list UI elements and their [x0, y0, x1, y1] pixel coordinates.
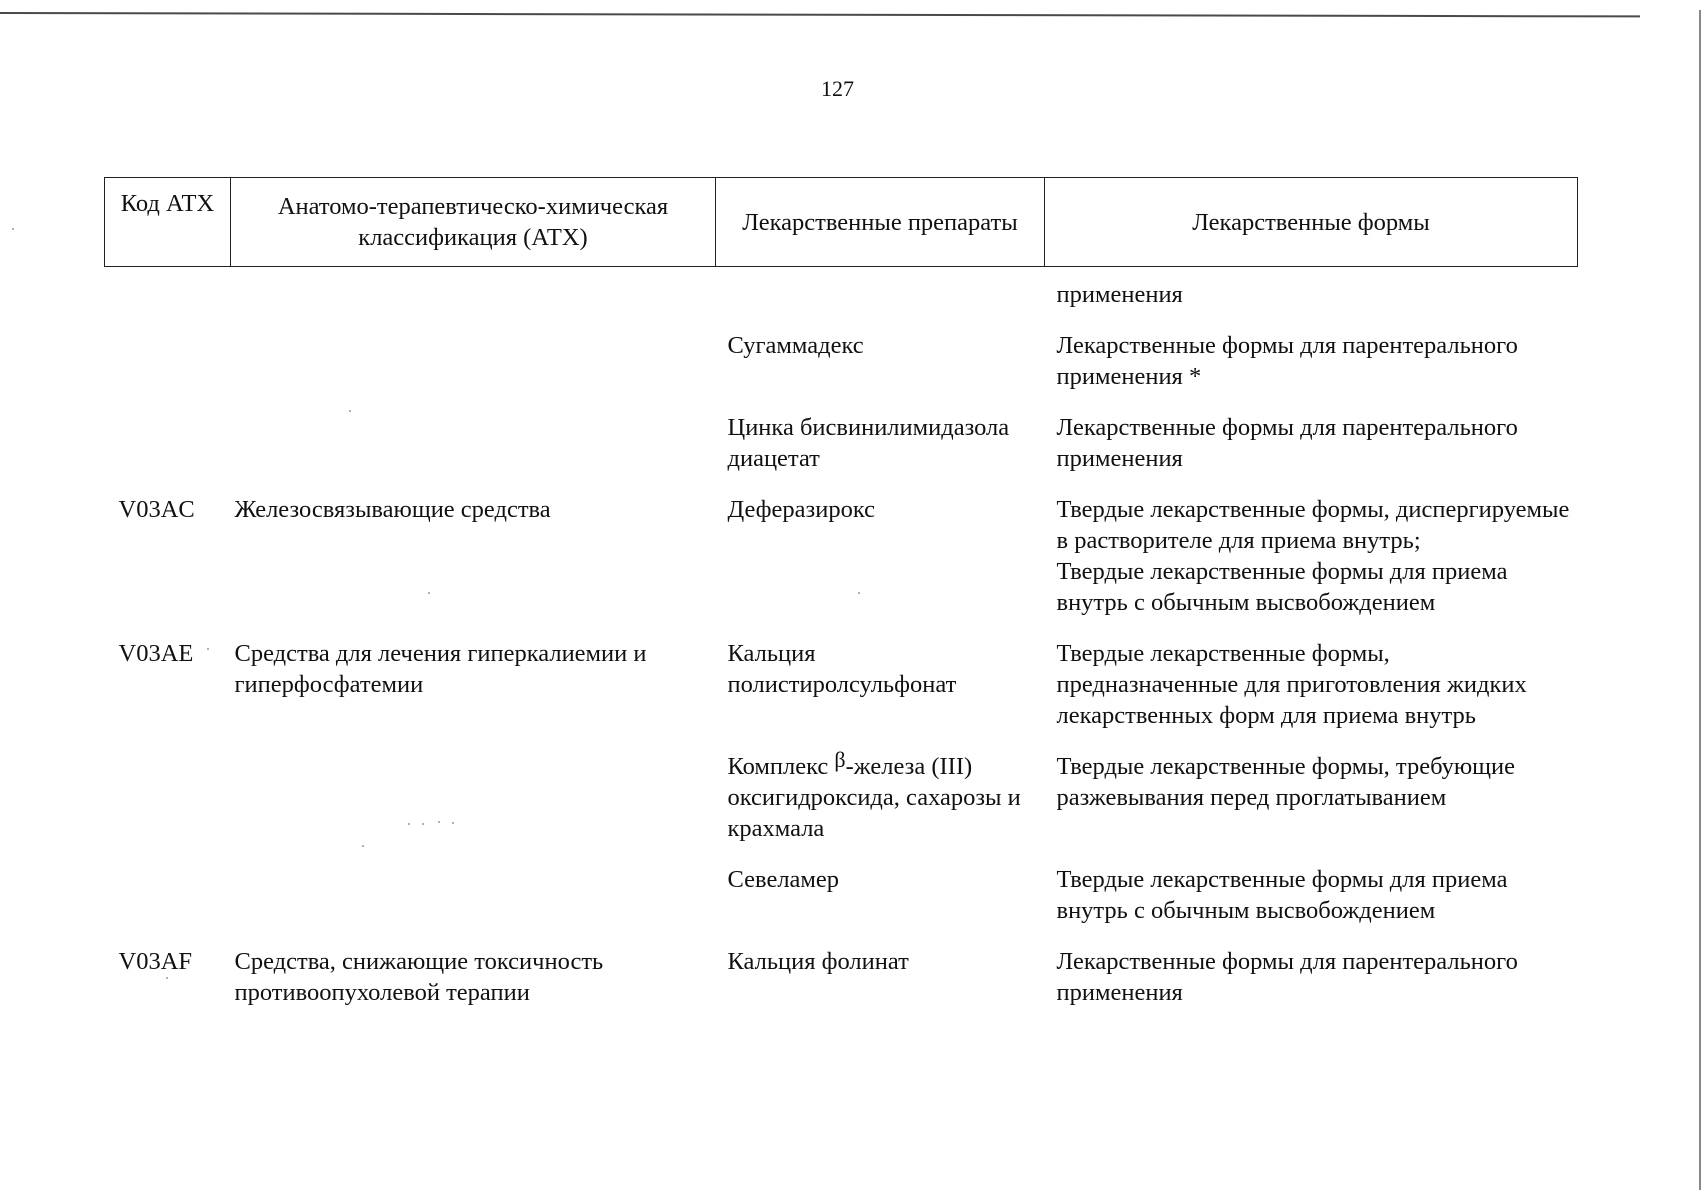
form-entry: применения	[1056, 281, 1183, 308]
table-row	[105, 330, 1578, 412]
cell-drug: Кальция полистиролсульфонат	[727, 640, 957, 698]
cell-code	[105, 330, 231, 412]
cell-forms	[1045, 946, 1578, 1028]
form-entry: Твердые лекарственные формы, предназначенные для приготовления жидких лекарственных форм для приема внутрь	[1056, 640, 1527, 729]
form-entry: Лекарственные формы для парентерального применения	[1056, 948, 1518, 1006]
header-code: Код АТХ	[105, 178, 231, 267]
beta-symbol: β	[834, 747, 846, 772]
form-entry: Твердые лекарственные формы, требующие разжевывания перед проглатыванием	[1056, 753, 1516, 811]
cell-classification	[231, 751, 716, 864]
cell-code	[105, 412, 231, 494]
cell-classification: Железосвязывающие средства	[234, 496, 551, 523]
form-entry: Лекарственные формы для парентерального применения *	[1056, 332, 1518, 390]
cell-classification: Средства для лечения гиперкалиемии и гиперфосфатемии	[234, 640, 647, 698]
drug-name-prefix: Комплекс	[727, 753, 829, 780]
cell-drug: Севеламер	[727, 866, 840, 893]
cell-code	[105, 751, 231, 864]
scan-speck	[452, 822, 454, 824]
table-body	[105, 267, 1578, 1029]
cell-classification	[231, 267, 716, 331]
form-entry: Лекарственные формы для парентерального применения	[1056, 414, 1518, 472]
scan-edge-top	[0, 0, 1640, 17]
form-entry: Твердые лекарственные формы для приема внутрь с обычным высвобождением	[1056, 558, 1508, 616]
scan-speck	[166, 977, 168, 979]
cell-drug: Кальция фолинат	[727, 948, 909, 975]
cell-drug: Деферазирокс	[727, 496, 876, 523]
cell-classification	[231, 864, 716, 946]
header-row	[105, 178, 1578, 267]
cell-code: V03AE	[118, 640, 194, 667]
header-atc-classification: Анатомо-терапевтическо-химическая классификация (АТХ)	[231, 178, 716, 267]
scan-speck	[428, 592, 430, 594]
cell-classification: Средства, снижающие токсичность противоопухолевой терапии	[234, 948, 604, 1006]
form-entry: Твердые лекарственные формы для приема внутрь с обычным высвобождением	[1056, 866, 1508, 924]
scan-speck	[858, 592, 860, 594]
cell-drug: Сугаммадекс	[727, 332, 864, 359]
cell-code	[105, 267, 231, 331]
cell-forms	[1045, 864, 1578, 946]
cell-drug	[716, 267, 1045, 331]
header-forms: Лекарственные формы	[1045, 178, 1578, 267]
form-entry: Твердые лекарственные формы, диспергируемые в растворителе для приема внутрь;	[1056, 496, 1570, 554]
atc-drug-table	[104, 177, 1578, 1028]
table-row	[105, 751, 1578, 864]
page-number: 127	[821, 76, 854, 101]
scan-speck	[408, 823, 410, 825]
cell-drug: Цинка бисвинилимидазола диацетат	[727, 414, 1010, 472]
cell-forms	[1045, 330, 1578, 412]
drug-name-suffix: -железа (III) оксигидроксида, сахарозы и крахмала	[727, 753, 1021, 842]
cell-forms	[1045, 267, 1578, 331]
cell-code	[105, 864, 231, 946]
cell-forms	[1045, 494, 1578, 638]
scan-speck	[12, 228, 14, 230]
header-drugs: Лекарственные препараты	[716, 178, 1045, 267]
table-row	[105, 267, 1578, 331]
cell-forms	[1045, 751, 1578, 864]
table-row	[105, 946, 1578, 1028]
cell-classification	[231, 330, 716, 412]
table-row	[105, 494, 1578, 638]
scan-speck	[438, 821, 440, 823]
table-row	[105, 412, 1578, 494]
scan-speck	[422, 823, 424, 825]
scan-edge-right	[1699, 10, 1701, 1190]
table-row	[105, 638, 1578, 751]
cell-drug	[716, 747, 1045, 864]
cell-code: V03AF	[118, 948, 193, 975]
cell-code: V03AC	[118, 496, 195, 523]
cell-forms	[1045, 638, 1578, 751]
table-row	[105, 864, 1578, 946]
cell-classification	[231, 412, 716, 494]
scan-speck	[349, 410, 351, 412]
scan-speck	[207, 648, 209, 650]
scan-speck	[362, 845, 364, 847]
table-header	[105, 178, 1578, 267]
cell-forms	[1045, 412, 1578, 494]
